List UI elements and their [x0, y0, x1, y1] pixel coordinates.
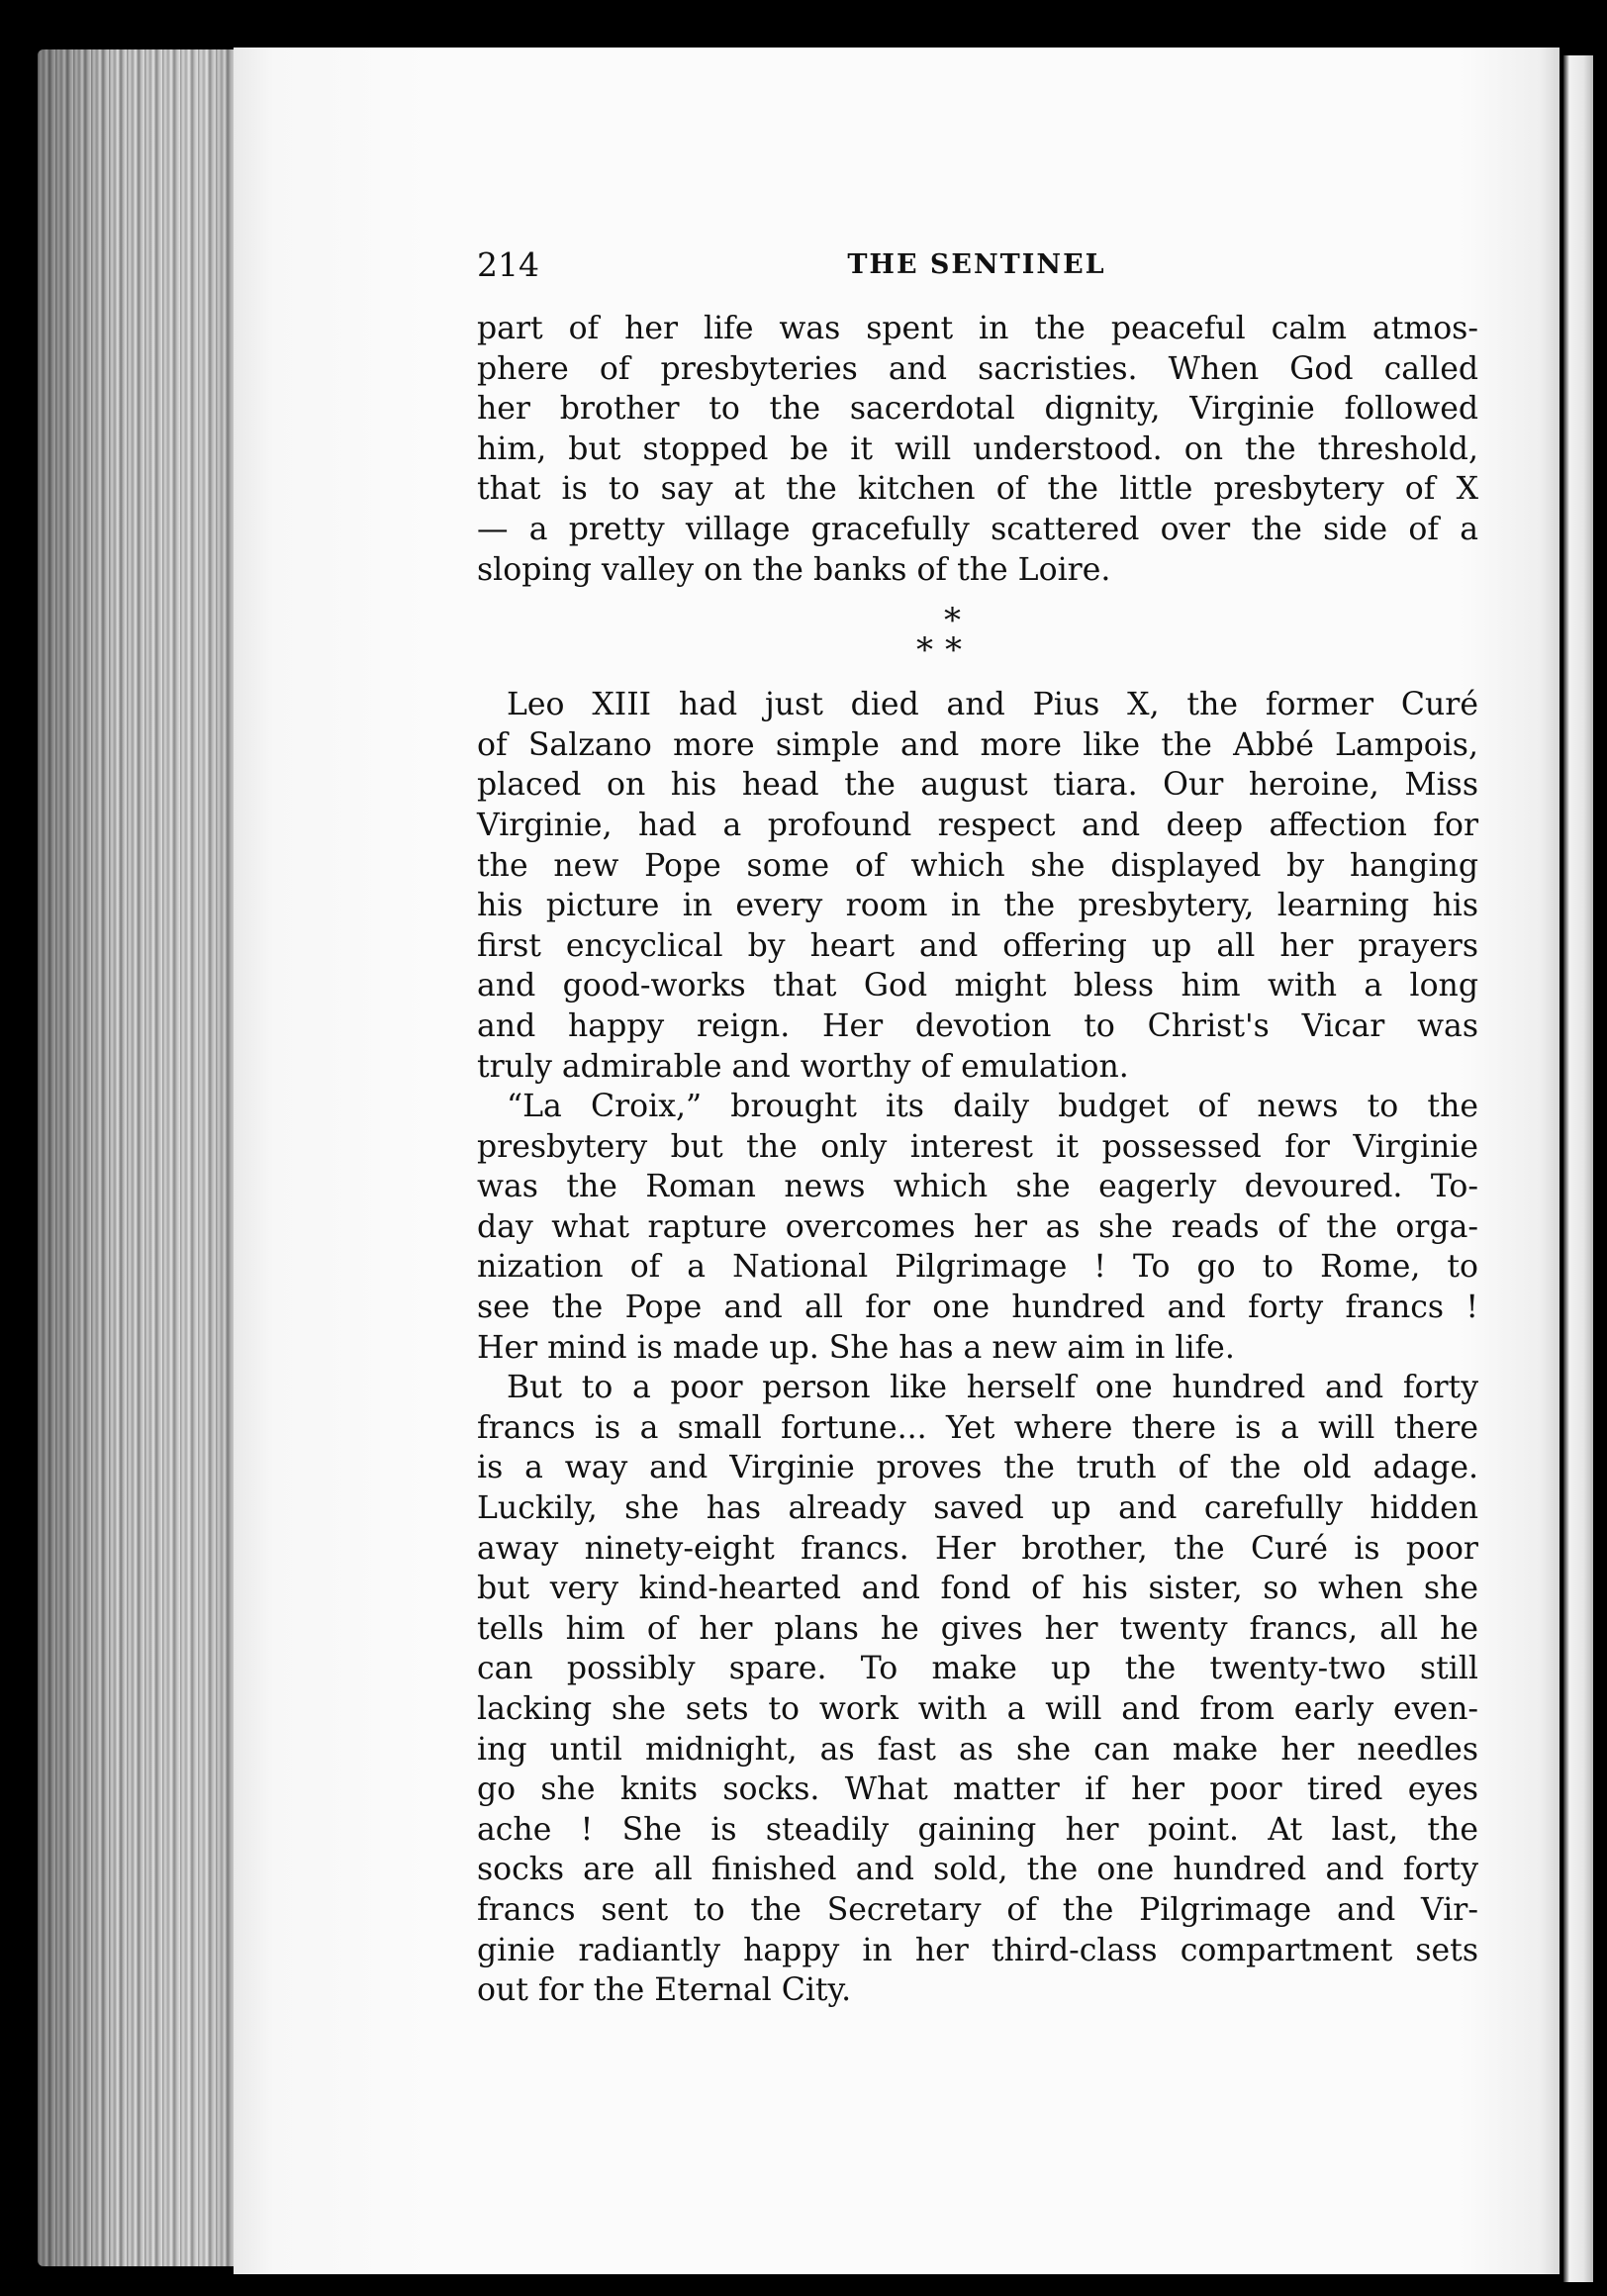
- text-line: ache ! She is steadily gaining her point. At last, the: [477, 1811, 1478, 1848]
- text-line: francs sent to the Secretary of the Pilgrimage and Vir-: [477, 1891, 1478, 1928]
- text-line: tells him of her plans he gives her twenty francs, all he: [477, 1610, 1478, 1647]
- text-line: the new Pope some of which she displayed by hanging: [477, 847, 1478, 884]
- text-line: phere of presbyteries and sacristies. When God called: [477, 350, 1478, 387]
- text-line: Leo XIII had just died and Pius X, the former Curé: [507, 687, 1478, 723]
- text-line: see the Pope and all for one hundred and forty francs !: [477, 1290, 1478, 1326]
- text-line: was the Roman news which she eagerly devoured. To-: [477, 1169, 1478, 1205]
- text-line: his picture in every room in the presbytery, learning his: [477, 888, 1478, 924]
- running-title: THE SENTINEL: [847, 249, 1106, 280]
- section-break-asterism: [477, 590, 1478, 685]
- text-line: truly admirable and worthy of emulation.: [477, 1048, 1129, 1085]
- text-line: sloping valley on the banks of the Loire.: [477, 551, 1111, 588]
- text-line: ing until midnight, as fast as she can make her needles: [477, 1731, 1478, 1768]
- text-line: is a way and Virginie proves the truth of the old adage.: [477, 1450, 1478, 1486]
- text-line: and good-works that God might bless him with a long: [477, 968, 1478, 1004]
- text-line: nization of a National Pilgrimage ! To go to Rome, to: [477, 1249, 1478, 1286]
- text-line: can possibly spare. To make up the twenty-two still: [477, 1651, 1478, 1687]
- text-line: francs is a small fortune... Yet where there is a will there: [477, 1409, 1478, 1446]
- text-line: but very kind-hearted and fond of his sister, so when she: [477, 1571, 1478, 1607]
- page-number: 214: [477, 245, 539, 284]
- text-line: first encyclical by heart and offering up all her prayers: [477, 927, 1478, 964]
- paragraph-continued: [477, 309, 1478, 590]
- text-line: “La Croix,” brought its daily budget of news to the: [507, 1089, 1478, 1125]
- text-line: part of her life was spent in the peaceful calm atmos-: [477, 311, 1478, 346]
- text-line: presbytery but the only interest it possessed for Virginie: [477, 1128, 1478, 1165]
- text-line: placed on his head the august tiara. Our heroine, Miss: [477, 767, 1478, 804]
- text-line: socks are all finished and sold, the one hundred and forty: [477, 1852, 1478, 1888]
- page-header: [477, 245, 1476, 289]
- text-line: Luckily, she has already saved up and carefully hidden: [477, 1490, 1478, 1527]
- text-line: Her mind is made up. She has a new aim in life.: [477, 1329, 1235, 1366]
- text-line: him, but stopped be it will understood. on the threshold,: [477, 430, 1478, 467]
- text-line: her brother to the sacerdotal dignity, Virginie followed: [477, 391, 1478, 428]
- text-line: — a pretty village gracefully scattered over the side of a: [477, 511, 1478, 547]
- text-line: Virginie, had a profound respect and deep affection for: [477, 807, 1478, 843]
- text-line: away ninety-eight francs. Her brother, the Curé is poor: [477, 1530, 1478, 1567]
- paragraphs-after-break: [477, 685, 1478, 2011]
- text-line: day what rapture overcomes her as she reads of the orga-: [477, 1208, 1478, 1245]
- asterism-bottom-stars: **: [916, 630, 974, 671]
- text-line: lacking she sets to work with a will and from early even-: [477, 1691, 1478, 1727]
- body-text: [477, 309, 1478, 2011]
- text-line: ginie radiantly happy in her third-class compartment sets: [477, 1932, 1478, 1968]
- text-line: But to a poor person like herself one hundred and forty: [507, 1370, 1478, 1406]
- text-line: go she knits socks. What matter if her poor tired eyes: [477, 1771, 1478, 1808]
- facing-page-edge: [1563, 55, 1593, 2282]
- text-line: out for the Eternal City.: [477, 1972, 852, 2009]
- text-line: that is to say at the kitchen of the little presbytery of X: [477, 471, 1478, 508]
- text-line: and happy reign. Her devotion to Christ's Vicar was: [477, 1007, 1478, 1044]
- asterism-top-star: *: [944, 601, 961, 641]
- text-line: of Salzano more simple and more like the Abbé Lampois,: [477, 726, 1478, 763]
- book-page-edges: [38, 49, 236, 2266]
